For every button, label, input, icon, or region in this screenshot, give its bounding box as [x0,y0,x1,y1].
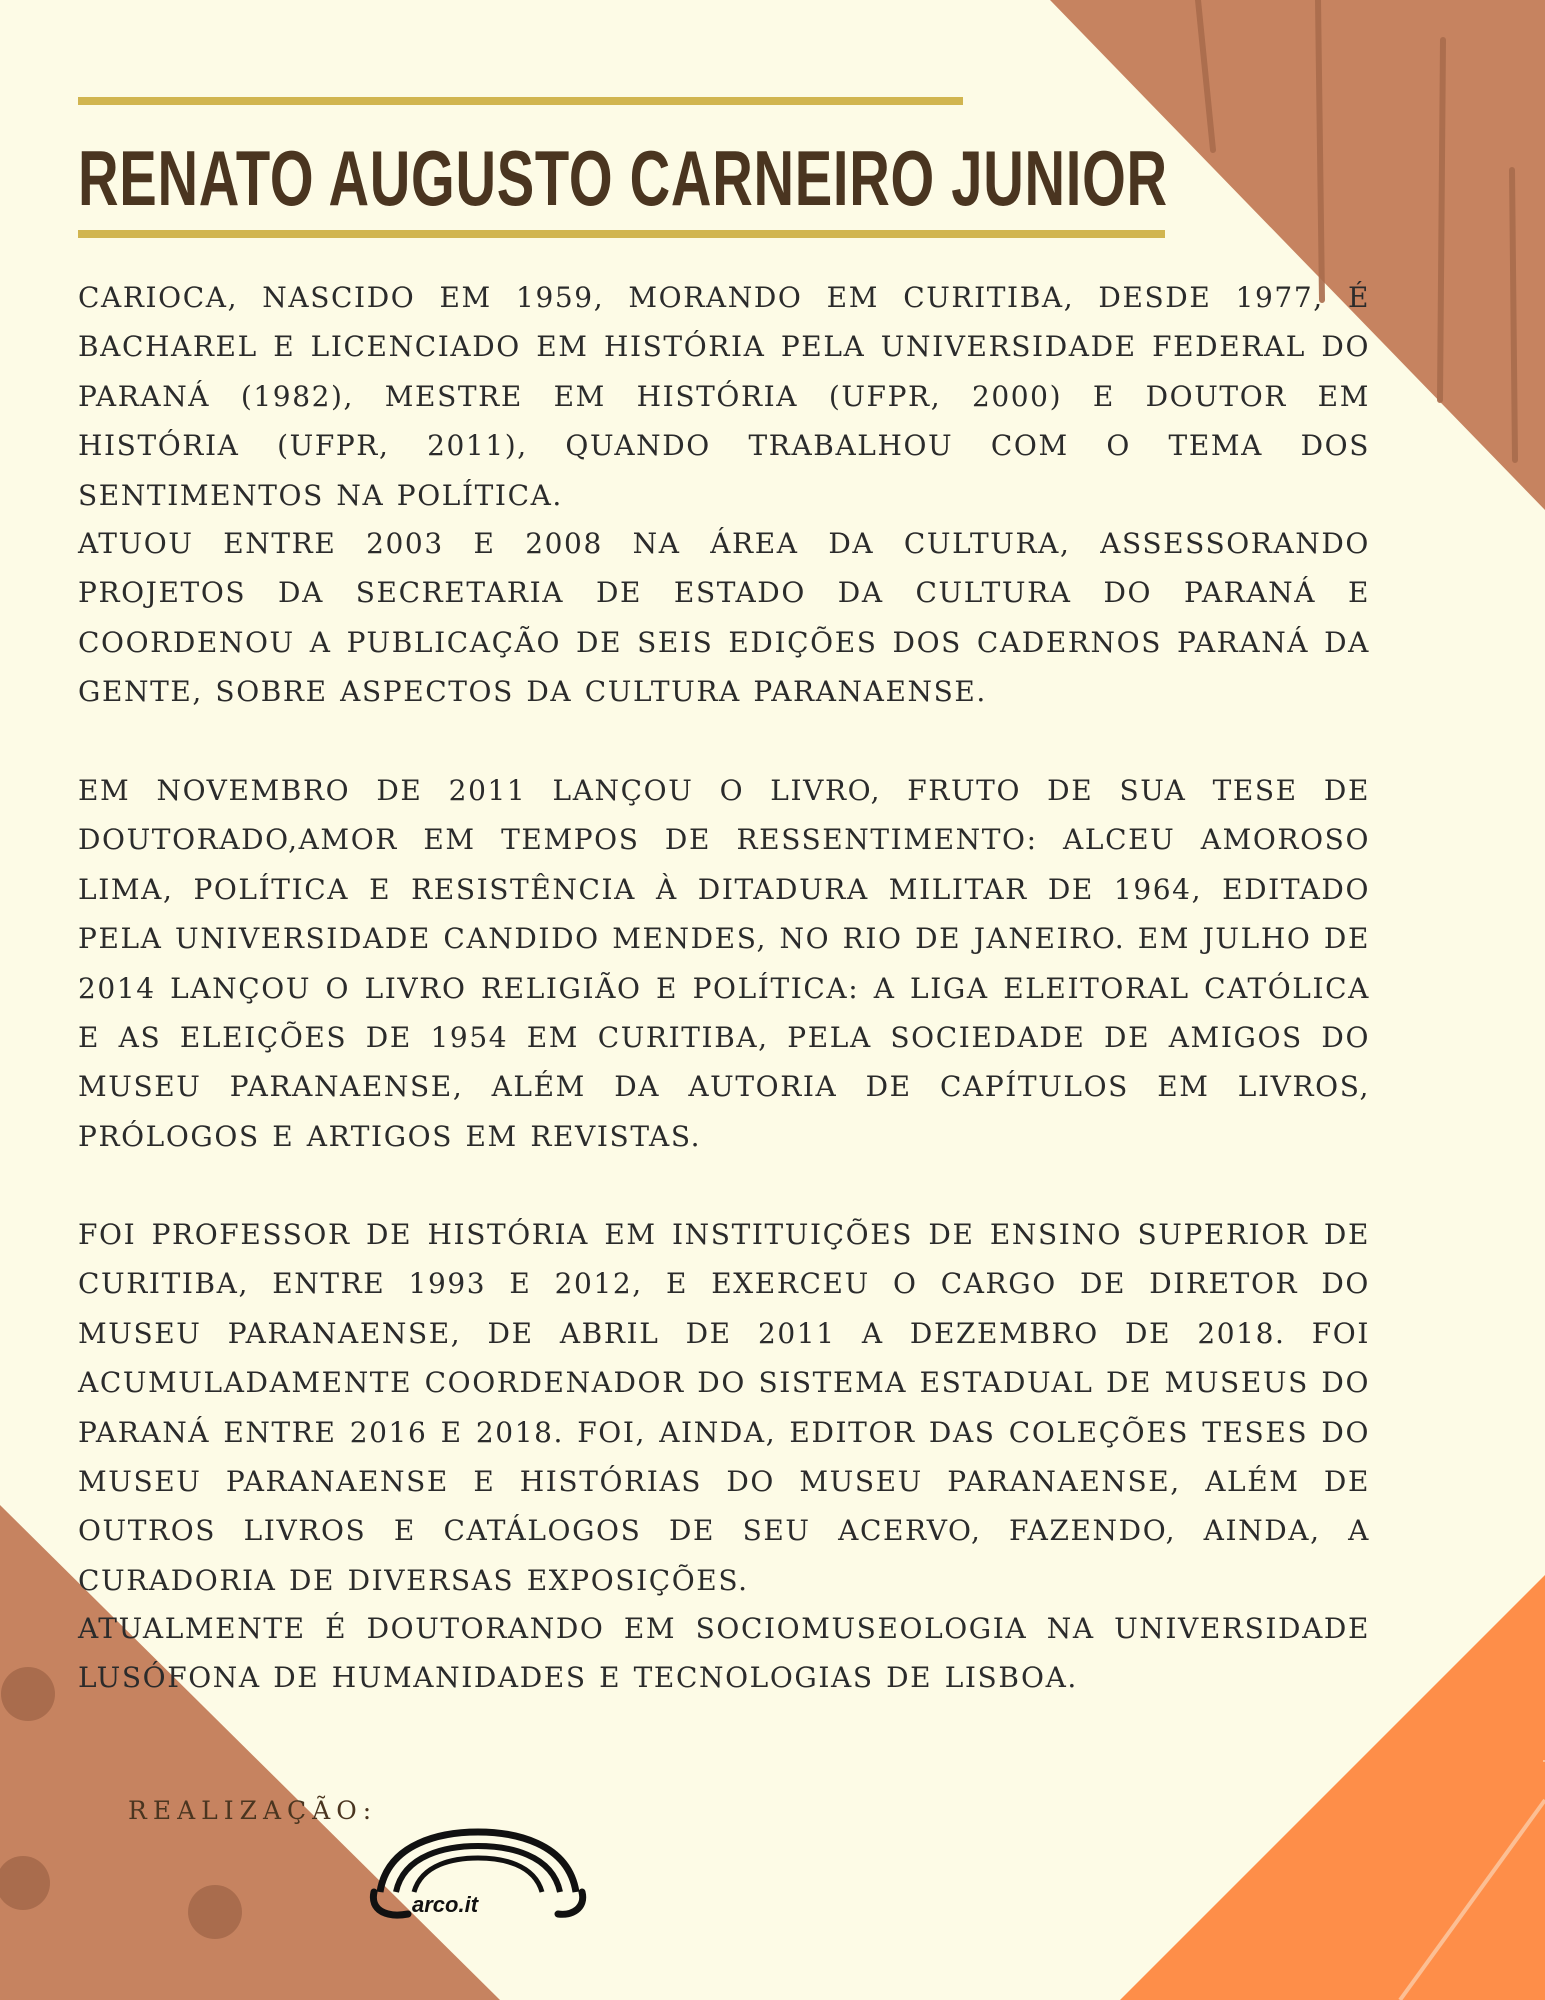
title-rule-bottom [78,230,1165,238]
bio-paragraph-career [78,1210,1370,1605]
bio-paragraph-birth [78,273,1370,520]
logo-text: arco.it [412,1892,479,1917]
title-rule-top [78,97,963,105]
bio-paragraph-books [78,766,1370,1161]
paragraph-text: EM NOVEMBRO DE 2011 LANÇOU O LIVRO, FRUTO DE SUA TESE DE DOUTORADO,AMOR EM TEMPOS DE RESSENTIMENTO: ALCEU AMOROSO LIMA, POLÍTICA E RESISTÊNCIA À DITADURA MILITAR DE 1964, EDITADO PELA UNIVERSIDADE CANDIDO MENDES, NO RIO DE JANEIRO. EM JULHO DE 2014 LANÇOU O LIVRO RELIGIÃO E POLÍTICA: A LIGA ELEITORAL CATÓLICA E AS ELEIÇÕES DE 1954 EM CURITIBA, PELA SOCIEDADE DE AMIGOS DO MUSEU PARANAENSE, ALÉM DA AUTORIA DE CAPÍTULOS EM LIVROS, PRÓLOGOS E ARTIGOS EM REVISTAS. [78,774,1370,1153]
paragraph-text: CARIOCA, NASCIDO EM 1959, MORANDO EM CURITIBA, DESDE 1977, É BACHAREL E LICENCIADO EM HISTÓRIA PELA UNIVERSIDADE FEDERAL DO PARANÁ (1982), MESTRE EM HISTÓRIA (UFPR, 2000) E DOUTOR EM HISTÓRIA (UFPR, 2011), QUANDO TRABALHOU COM O TEMA DOS SENTIMENTOS NA POLÍTICA. [78,281,1370,512]
realizacao-label: REALIZAÇÃO: [128,1796,378,1825]
page-title: RENATO AUGUSTO CARNEIRO JUNIOR [78,134,1168,222]
paragraph-text: ATUOU ENTRE 2003 E 2008 NA ÁREA DA CULTURA, ASSESSORANDO PROJETOS DA SECRETARIA DE ESTADO DA CULTURA DO PARANÁ E COORDENOU A PUBLICAÇÃO DE SEIS EDIÇÕES DOS CADERNOS PARANÁ DA GENTE, SOBRE ASPECTOS DA CULTURA PARANAENSE. [78,527,1370,709]
bio-paragraph-current [78,1604,1370,1703]
paragraph-text: ATUALMENTE É DOUTORANDO EM SOCIOMUSEOLOGIA NA UNIVERSIDADE LUSÓFONA DE HUMANIDADES E TECNOLOGIAS DE LISBOA. [78,1612,1370,1695]
paragraph-text: FOI PROFESSOR DE HISTÓRIA EM INSTITUIÇÕES DE ENSINO SUPERIOR DE CURITIBA, ENTRE 1993 E 2012, E EXERCEU O CARGO DE DIRETOR DO MUSEU PARANAENSE, DE ABRIL DE 2011 A DEZEMBRO DE 2018. FOI ACUMULADAMENTE COORDENADOR DO SISTEMA ESTADUAL DE MUSEUS DO PARANÁ ENTRE 2016 E 2018. FOI, AINDA, EDITOR DAS COLEÇÕES TESES DO MUSEU PARANAENSE E HISTÓRIAS DO MUSEU PARANAENSE, ALÉM DE OUTROS LIVROS E CATÁLOGOS DE SEU ACERVO, FAZENDO, AINDA, A CURADORIA DE DIVERSAS EXPOSIÇÕES. [78,1218,1370,1597]
bio-paragraph-culture [78,519,1370,717]
